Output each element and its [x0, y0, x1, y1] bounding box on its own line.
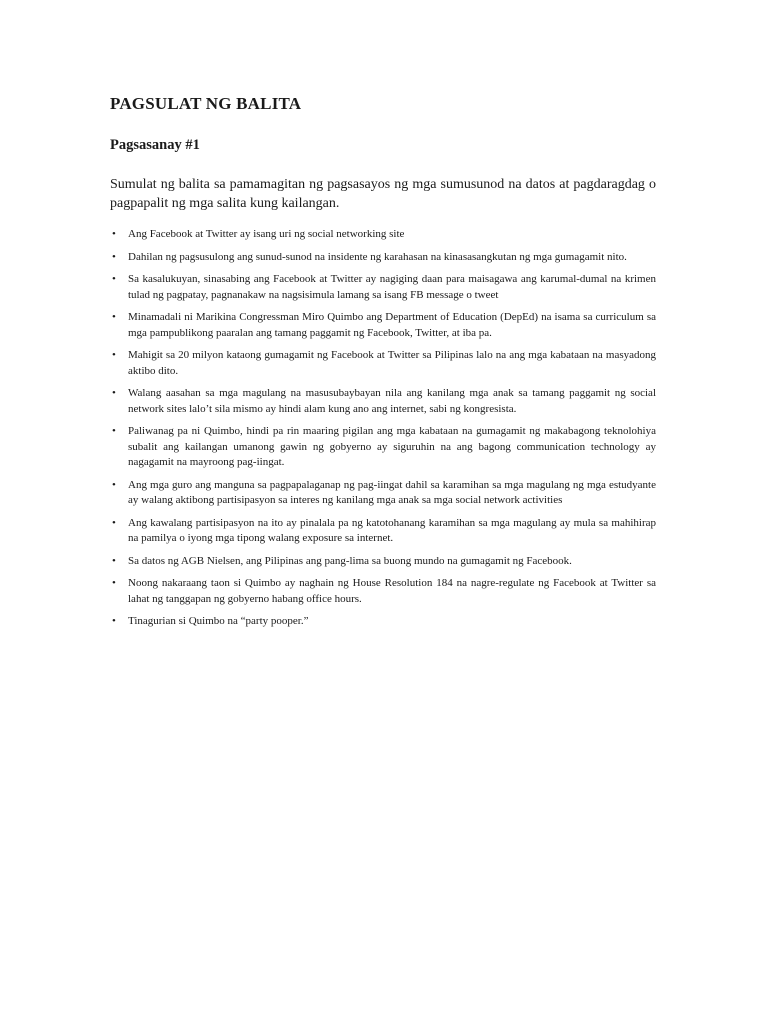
list-item: [110, 478, 656, 509]
list-item: [110, 424, 656, 471]
bullet-icon: •: [112, 516, 116, 529]
bullet-icon: •: [112, 554, 116, 567]
list-item-text: Mahigit sa 20 milyon kataong gumagamit ng Facebook at Twitter sa Pilipinas lalo na ang mga kabataan na masyadong aktibo dito.: [128, 349, 656, 377]
list-item-text: Dahilan ng pagsusulong ang sunud-sunod na insidente ng karahasan na kinasasangkutan ng mga gumagamit nito.: [128, 250, 627, 263]
list-item-text: Ang mga guro ang manguna sa pagpapalaganap ng pag-iingat dahil sa karamihan sa mga magulang ng mga estudyante ay walang aktibong partisipasyon sa interes ng kanilang mga anak sa mga social network activities: [128, 478, 656, 506]
list-item: [110, 386, 656, 417]
bullet-icon: •: [112, 228, 116, 240]
bullet-icon: •: [112, 577, 116, 589]
list-item-text: Ang Facebook at Twitter ay isang uri ng social networking site: [128, 228, 405, 240]
facts-list: [110, 227, 656, 630]
list-item-text: Noong nakaraang taon si Quimbo ay naghain ng House Resolution 184 na nagre-regulate ng Facebook at Twitter sa lahat ng tanggapan ng gobyerno habang office hours.: [128, 577, 656, 605]
bullet-icon: •: [112, 478, 116, 491]
list-item: [110, 348, 656, 379]
list-item-text: Walang aasahan sa mga magulang na masusubaybayan nila ang kanilang mga anak sa tamang paggamit ng social network sites lalo’t sila mismo ay hindi alam kung ano ang internet, sabi ng kongresista.: [128, 387, 656, 415]
bullet-icon: •: [112, 250, 116, 263]
list-item-text: Sa datos ng AGB Nielsen, ang Pilipinas ang pang-lima sa buong mundo na gumagamit ng Facebook.: [128, 554, 572, 567]
bullet-icon: •: [112, 349, 116, 361]
list-item-text: Ang kawalang partisipasyon na ito ay pinalala pa ng katotohanang karamihan sa mga magulang ay mula sa mahihirap na pamilya o iyong mga tipong walang exposure sa internet.: [128, 516, 656, 544]
list-item: [110, 310, 656, 341]
list-item: [110, 614, 656, 630]
list-item-text: Sa kasalukuyan, sinasabing ang Facebook at Twitter ay nagiging daan para maisagawa ang karumal-dumal na krimen tulad ng pagpatay, pagnanakaw na nagsisimula lamang sa isang FB message o tweet: [128, 273, 656, 301]
bullet-icon: •: [112, 615, 116, 627]
list-item: [110, 516, 656, 547]
instructions-paragraph: Sumulat ng balita sa pamamagitan ng pagsasayos ng mga sumusunod na datos at pagdaragdag o pagpapalit ng mga salita kung kailangan.: [110, 177, 656, 211]
list-item: [110, 576, 656, 607]
list-item: [110, 250, 656, 266]
bullet-icon: •: [112, 273, 116, 285]
list-item-text: Paliwanag pa ni Quimbo, hindi pa rin maaring pigilan ang mga kabataan na gumagamit ng makabagong teknolohiya subalit ang kailangan umanong gawin ng gobyerno ay siguruhin na ang bagong communication technology ay nagagamit na mayroong pag-iingat.: [128, 425, 656, 468]
list-item: [110, 272, 656, 303]
document-page: [110, 93, 656, 637]
bullet-icon: •: [112, 311, 116, 323]
list-item: [110, 227, 656, 243]
bullet-icon: •: [112, 425, 116, 437]
bullet-icon: •: [112, 387, 116, 399]
exercise-subtitle: Pagsasanay #1: [110, 137, 200, 153]
document-title: PAGSULAT NG BALITA: [110, 94, 302, 113]
list-item: [110, 554, 656, 570]
list-item-text: Minamadali ni Marikina Congressman Miro Quimbo ang Department of Education (DepEd) na isama sa curriculum sa mga pampublikong paaralan ang tamang paggamit ng Facebook, Twitter, at iba pa.: [128, 311, 656, 339]
list-item-text: Tinagurian si Quimbo na “party pooper.”: [128, 615, 309, 627]
